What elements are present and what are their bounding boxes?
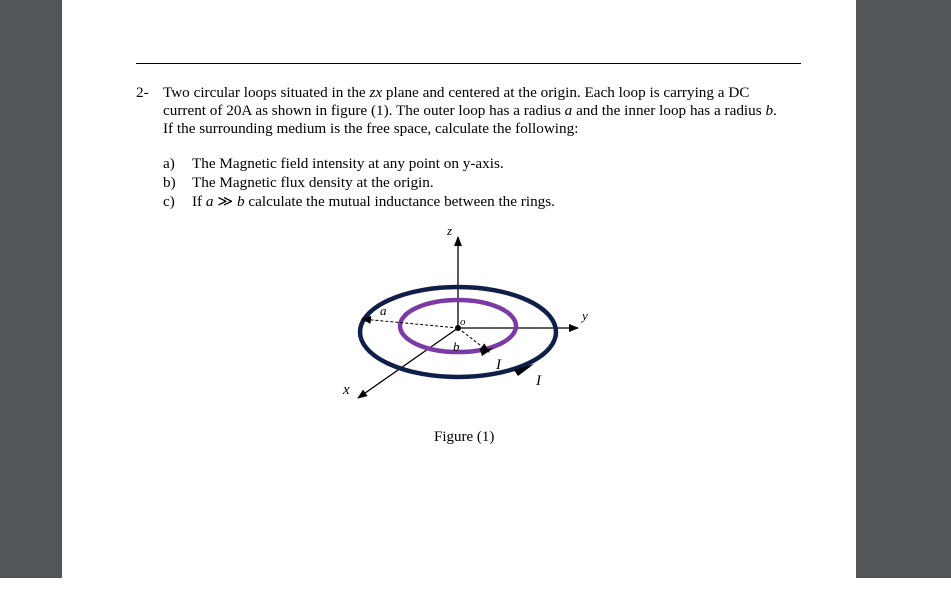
radius-a-line bbox=[362, 319, 458, 328]
question-text-1: Two circular loops situated in the zx plane and centered at the origin. Each loop is carrying a DC bbox=[163, 84, 750, 101]
question-text-2: current of 20A as shown in figure (1). The outer loop has a radius a and the inner loop has a radius b. bbox=[163, 102, 777, 119]
origin-label: o bbox=[460, 316, 466, 328]
radius-a-label: a bbox=[380, 303, 387, 318]
document-page bbox=[62, 0, 856, 578]
subpart-label: c) bbox=[163, 193, 175, 210]
inner-current-label: I bbox=[496, 357, 501, 373]
subpart-text: If a ≫ b calculate the mutual inductance between the rings. bbox=[192, 193, 555, 210]
x-axis-label: x bbox=[343, 382, 350, 398]
subpart-text: The Magnetic flux density at the origin. bbox=[192, 174, 434, 191]
question-text-3: If the surrounding medium is the free space, calculate the following: bbox=[163, 120, 579, 137]
y-axis-label: y bbox=[582, 308, 588, 323]
figure-loops-diagram bbox=[62, 0, 856, 578]
z-axis-label: z bbox=[447, 223, 453, 238]
subpart-label: b) bbox=[163, 174, 176, 191]
subpart-label: a) bbox=[163, 155, 175, 172]
radius-b-label: b bbox=[453, 339, 460, 354]
subpart-text: The Magnetic field intensity at any point on y-axis. bbox=[192, 155, 504, 172]
figure-caption: Figure (1) bbox=[434, 429, 495, 445]
question-number: 2- bbox=[136, 84, 149, 101]
outer-current-label: I bbox=[536, 373, 541, 389]
